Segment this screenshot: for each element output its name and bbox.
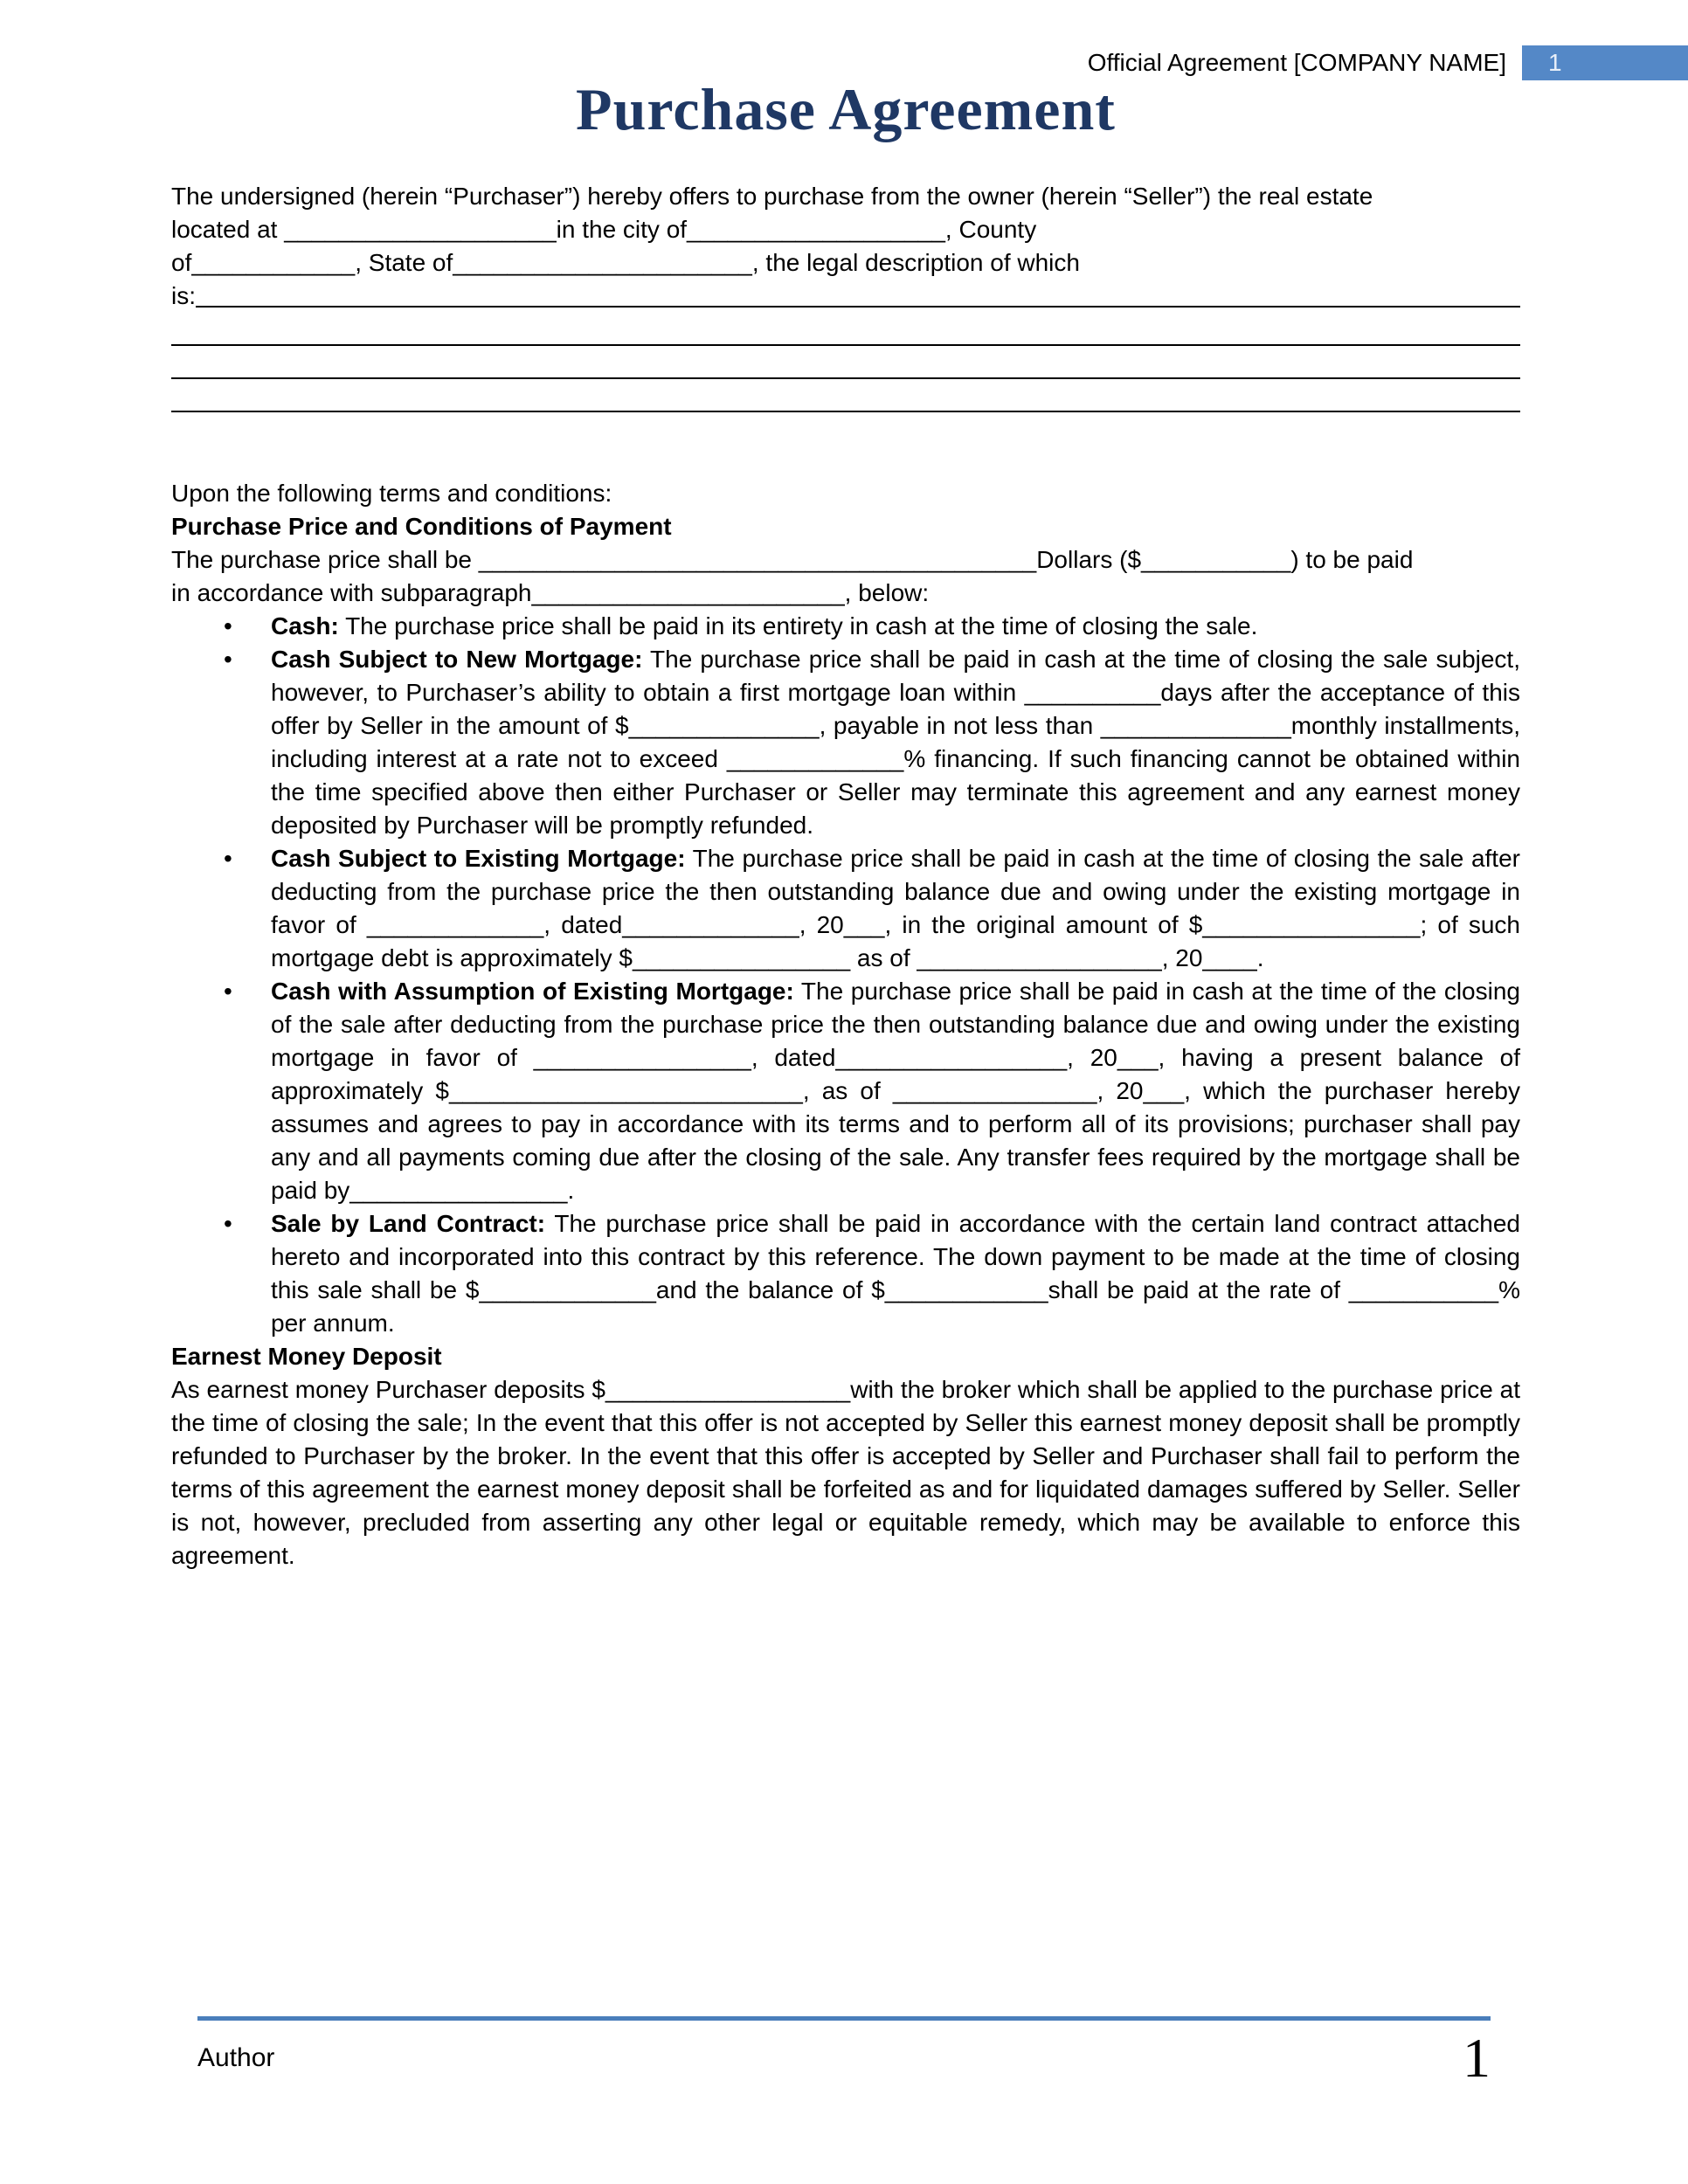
blank-line (171, 379, 1520, 412)
bullet-lead: Sale by Land Contract: (271, 1210, 546, 1237)
header-page-number-box (1522, 45, 1688, 80)
bullet-lead: Cash: (271, 612, 339, 639)
footer-page-number: 1 (1463, 2027, 1491, 2089)
bullet-rest: The purchase price shall be paid in cash at the time of closing the sale subject, however, to Purchaser’s ability to obtain a first mortgage loan within __________days after the acceptance of this offer by Seller in the amount of $______________, payable in not less than ______________monthly installments, including interest at a rate not to exceed _____________% financing. If such financing cannot be obtained within the time specified above then either Purchaser or Seller may terminate this agreement and any earnest money deposited by Purchaser will be promptly refunded. (271, 646, 1520, 839)
bullet-lead: Cash Subject to Existing Mortgage: (271, 845, 686, 872)
bullet-icon: • (224, 1210, 232, 1237)
header-page-number: 1 (1548, 49, 1562, 76)
bullet-lead: Cash with Assumption of Existing Mortgage: (271, 978, 794, 1005)
bullet-icon: • (224, 612, 232, 639)
bullet-lead: Cash Subject to New Mortgage: (271, 646, 643, 673)
list-item-cash-existing-mortgage (171, 842, 1520, 975)
bullet-rest: The purchase price shall be paid in cash at the time of the closing of the sale after deducting from the purchase price the then outstanding balance due and owing under the existing mortgage in favor of ________________, dated_________________, 20___, having a present balance of approximately $__________________________, as of _______________, 20___, which the purchaser hereby assumes and agrees to pay in accordance with its terms and to perform all of its provisions; purchaser shall pay any and all payments coming due after the closing of the sale. Any transfer fees required by the mortgage shall be paid by________________. (271, 978, 1520, 1204)
list-item-cash-assumption-mortgage (171, 975, 1520, 1207)
intro-paragraph (171, 180, 1520, 412)
bullet-icon: • (224, 978, 232, 1005)
section-heading-earnest-money: Earnest Money Deposit (171, 1343, 442, 1370)
intro-line-2: located at ____________________in the city of___________________, County (171, 216, 1037, 243)
price-line-1: The purchase price shall be _________________________________________Dollars ($___________) to be paid (171, 546, 1414, 573)
bullet-rest: The purchase price shall be paid in cash at the time of closing the sale after deducting from the purchase price the then outstanding balance due and owing under the existing mortgage in favor of _____________, dated_____________, 20___, in the original amount of $________________; of such mortgage debt is approximately $________________ as of __________________, 20____. (271, 845, 1520, 971)
price-line-2: in accordance with subparagraph_______________________, below: (171, 579, 930, 606)
terms-intro-line: Upon the following terms and conditions: (171, 480, 612, 507)
bullet-icon: • (224, 646, 232, 673)
earnest-paragraph: As earnest money Purchaser deposits $__________________with the broker which shall be applied to the purchase price at the time of closing the sale; In the event that this offer is not accepted by Seller this earnest money deposit shall be promptly refunded to Purchaser by the broker. In the event that this offer is accepted by Seller and Purchaser shall fail to perform the terms of this agreement the earnest money deposit shall be forfeited as and for liquidated damages suffered by Seller. Seller is not, however, precluded from asserting any other legal or equitable remedy, which may be available to enforce this agreement. (171, 1376, 1520, 1569)
intro-line-1: The undersigned (herein “Purchaser”) hereby offers to purchase from the owner (herein “Seller”) the real estate (171, 183, 1373, 210)
list-item-cash (171, 610, 1520, 643)
list-item-cash-new-mortgage (171, 643, 1520, 842)
payment-options-list (171, 610, 1520, 1340)
blank-line (171, 346, 1520, 379)
bullet-text (271, 842, 1520, 975)
legal-description-blank-line (196, 280, 1520, 308)
legal-description-label: is: (171, 282, 196, 309)
bullet-text (271, 975, 1520, 1207)
document-body (0, 75, 1688, 1572)
bullet-text (271, 610, 1520, 643)
bullet-rest: The purchase price shall be paid in its entirety in cash at the time of closing the sale. (338, 612, 1258, 639)
page-header (171, 45, 1688, 80)
intro-line-3: of____________, State of______________________, the legal description of which (171, 249, 1080, 276)
bullet-rest: The purchase price shall be paid in accordance with the certain land contract attached hereto and incorporated into this contract by this reference. The down payment to be made at the time of closing this sale shall be $_____________and the balance of $____________shall be paid at the rate of ___________% per annum. (271, 1210, 1520, 1337)
blank-line (171, 313, 1520, 346)
intro-line-4 (171, 280, 1520, 313)
page-footer (197, 2016, 1491, 2087)
footer-author: Author (197, 2043, 275, 2072)
list-item-sale-by-land-contract (171, 1207, 1520, 1340)
document-title: Purchase Agreement (576, 76, 1116, 142)
header-doc-label: Official Agreement [COMPANY NAME] (1087, 49, 1506, 76)
bullet-text (271, 643, 1520, 842)
bullet-text (271, 1207, 1520, 1340)
bullet-icon: • (224, 845, 232, 872)
section-heading-purchase-price: Purchase Price and Conditions of Payment (171, 513, 672, 540)
